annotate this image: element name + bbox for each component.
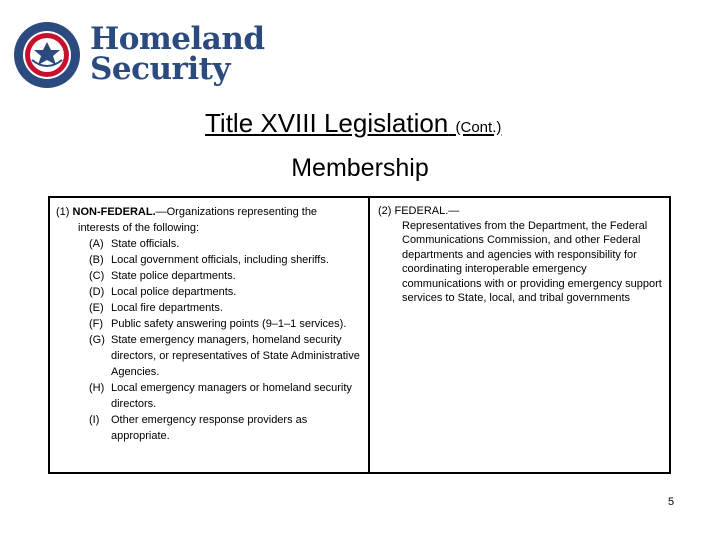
list-item (56, 300, 362, 316)
list-item (56, 316, 362, 332)
item-text: Local government officials, including sheriffs. (111, 254, 329, 266)
slide-subtitle: Membership (291, 154, 429, 182)
item-text: Local emergency managers or homeland security directors. (111, 382, 352, 410)
item-text: Public safety answering points (9–1–1 services). (111, 318, 347, 330)
brand-line-homeland: Homeland (90, 21, 265, 57)
item-label: (E) (89, 302, 104, 314)
item-label: (F) (89, 318, 104, 330)
list-item (56, 252, 362, 268)
item-label: (B) (89, 254, 104, 266)
list-item (56, 412, 362, 444)
heading-label: NON-FEDERAL. (72, 206, 156, 218)
list-item (56, 380, 362, 412)
non-federal-intro: interests of the following: (78, 222, 200, 234)
dhs-seal-icon (12, 20, 82, 90)
title-cont: (Cont.) (455, 119, 502, 136)
item-label: (A) (89, 238, 104, 250)
list-item (56, 268, 362, 284)
item-label: (I) (89, 414, 100, 426)
page-number: 5 (668, 496, 675, 508)
item-text: Local police departments. (111, 286, 237, 298)
non-federal-column (50, 198, 370, 472)
federal-heading: (2) FEDERAL.— (378, 205, 460, 217)
item-text: State police departments. (111, 270, 236, 282)
heading-rest: —Organizations representing the (155, 206, 318, 218)
item-text: Local fire departments. (111, 302, 223, 314)
title-main: Title XVIII Legislation (205, 108, 449, 138)
brand-line-security: Security (90, 51, 230, 87)
item-label: (G) (89, 334, 105, 346)
heading-num: (1) (56, 206, 70, 218)
slide-title (205, 108, 501, 139)
item-text: State emergency managers, homeland security directors, or representatives of State Administrative Agencies. (111, 334, 360, 378)
item-label: (C) (89, 270, 105, 282)
federal-body: Representatives from the Department, the Federal Communications Commission, and other Federal departments and agencies with responsibility for coordinating interoperable emergency communications with or providing emergency support services to State, local, and tribal governments (402, 219, 662, 304)
membership-table (48, 196, 671, 474)
list-item (56, 284, 362, 300)
list-item (56, 236, 362, 252)
list-item (56, 332, 362, 380)
federal-column (370, 198, 669, 472)
brand-wordmark (90, 21, 265, 87)
item-label: (D) (89, 286, 105, 298)
item-label: (H) (89, 382, 105, 394)
item-text: State officials. (111, 238, 180, 250)
item-text: Other emergency response providers as appropriate. (111, 414, 308, 442)
non-federal-heading (56, 204, 362, 220)
dhs-logo (12, 18, 265, 94)
